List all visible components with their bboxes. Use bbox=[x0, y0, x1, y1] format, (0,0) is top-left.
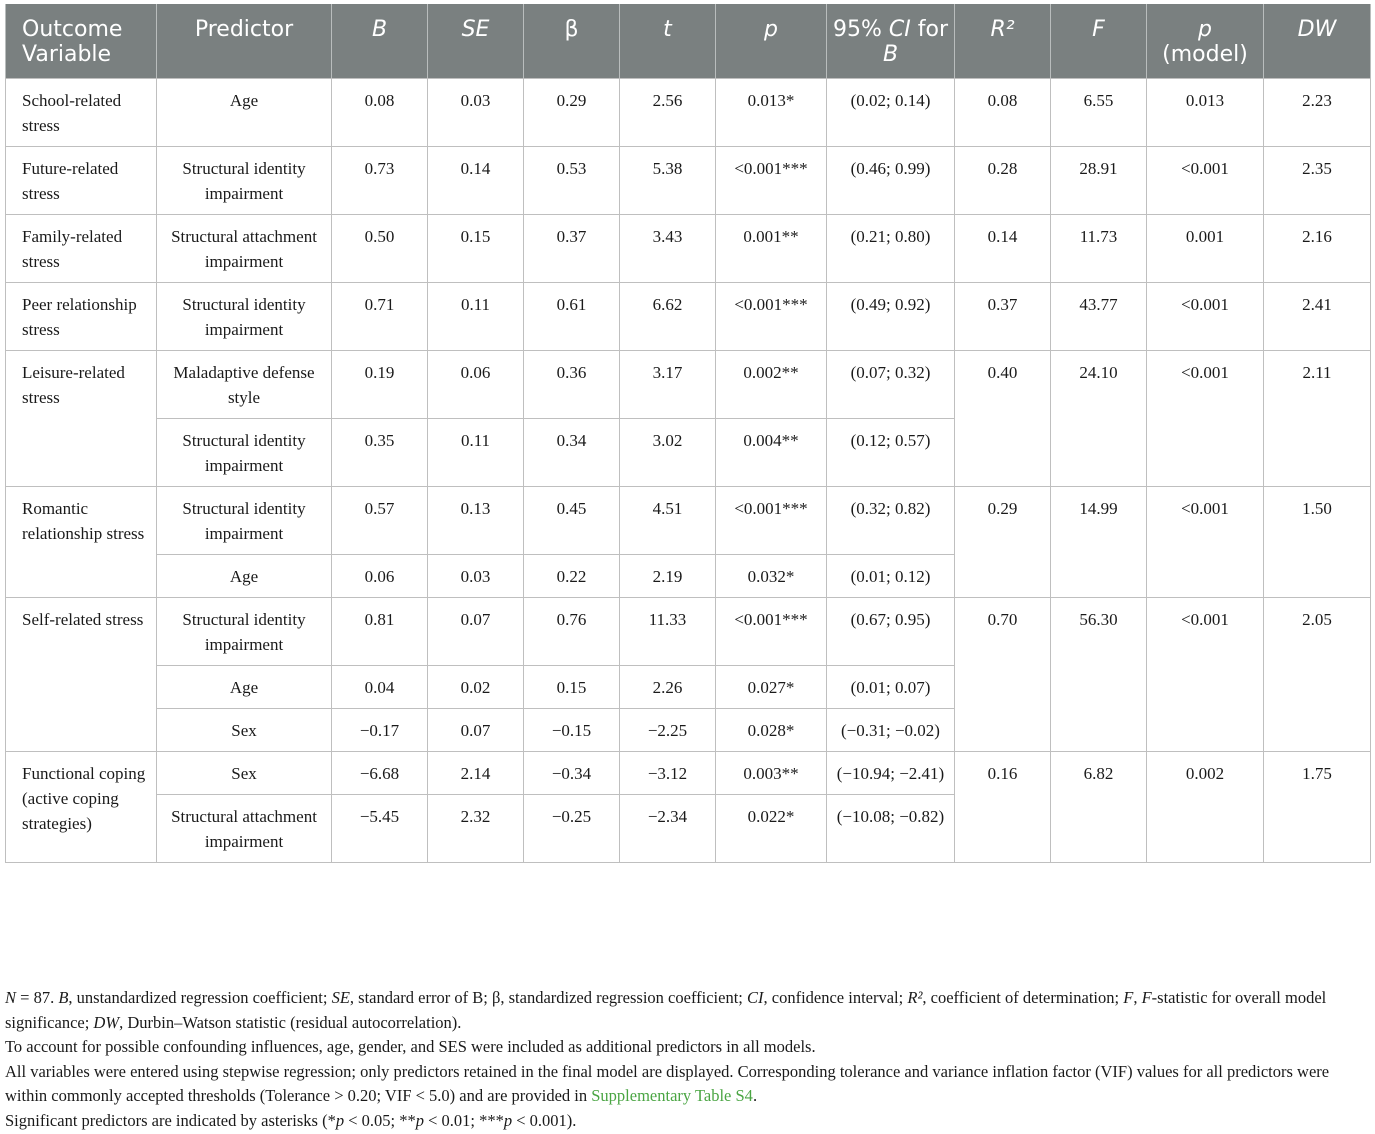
cell-t: 2.26 bbox=[620, 666, 716, 709]
cell-p: <0.001*** bbox=[716, 283, 827, 351]
header-dw: DW bbox=[1264, 4, 1371, 79]
cell-p-model: <0.001 bbox=[1147, 598, 1264, 752]
cell-se: 2.32 bbox=[428, 795, 524, 863]
cell-beta: 0.61 bbox=[524, 283, 620, 351]
cell-p: <0.001*** bbox=[716, 487, 827, 555]
cell-beta: 0.15 bbox=[524, 666, 620, 709]
cell-t: −2.34 bbox=[620, 795, 716, 863]
cell-predictor: Structural identity impairment bbox=[157, 487, 332, 555]
cell-beta: −0.34 bbox=[524, 752, 620, 795]
table-row bbox=[6, 283, 1371, 351]
header-row bbox=[6, 4, 1371, 79]
footnote-def: , standard error of B; bbox=[349, 988, 492, 1007]
cell-predictor: Maladaptive defense style bbox=[157, 351, 332, 419]
cell-p: 0.001** bbox=[716, 215, 827, 283]
cell-predictor: Sex bbox=[157, 752, 332, 795]
cell-b: 0.71 bbox=[332, 283, 428, 351]
cell-predictor: Age bbox=[157, 79, 332, 147]
footnote-stepwise bbox=[5, 1060, 1370, 1109]
header-ci-text: 95% CI for B bbox=[833, 17, 949, 67]
cell-r2: 0.28 bbox=[955, 147, 1051, 215]
cell-dw: 2.11 bbox=[1264, 351, 1371, 487]
cell-dw: 2.05 bbox=[1264, 598, 1371, 752]
footnote-term: F bbox=[1141, 988, 1152, 1007]
footnote-n-value: = 87. bbox=[16, 988, 59, 1007]
cell-predictor: Structural identity impairment bbox=[157, 598, 332, 666]
cell-se: 0.15 bbox=[428, 215, 524, 283]
table-footnotes bbox=[5, 986, 1370, 1133]
cell-se: 0.14 bbox=[428, 147, 524, 215]
cell-outcome: Self-related stress bbox=[6, 598, 157, 752]
cell-b: 0.73 bbox=[332, 147, 428, 215]
cell-se: 0.11 bbox=[428, 419, 524, 487]
cell-predictor: Sex bbox=[157, 709, 332, 752]
cell-p-model: <0.001 bbox=[1147, 147, 1264, 215]
footnote-def: , Durbin–Watson statistic (residual autocorrelation). bbox=[119, 1012, 462, 1032]
cell-t: 3.02 bbox=[620, 419, 716, 487]
cell-f: 6.55 bbox=[1051, 79, 1147, 147]
cell-t: 2.19 bbox=[620, 555, 716, 598]
cell-f: 43.77 bbox=[1051, 283, 1147, 351]
cell-beta: −0.15 bbox=[524, 709, 620, 752]
footnote-def: , confidence interval; bbox=[763, 988, 908, 1007]
cell-beta: 0.53 bbox=[524, 147, 620, 215]
cell-t: 4.51 bbox=[620, 487, 716, 555]
regression-table bbox=[5, 4, 1371, 863]
cell-outcome: Leisure-related stress bbox=[6, 351, 157, 487]
cell-ci: (0.12; 0.57) bbox=[827, 419, 955, 487]
cell-p-model: <0.001 bbox=[1147, 487, 1264, 598]
cell-beta: 0.45 bbox=[524, 487, 620, 555]
header-t: t bbox=[620, 4, 716, 79]
cell-p-model: 0.013 bbox=[1147, 79, 1264, 147]
cell-dw: 1.50 bbox=[1264, 487, 1371, 598]
cell-t: 2.56 bbox=[620, 79, 716, 147]
cell-se: 0.03 bbox=[428, 555, 524, 598]
header-r2: R² bbox=[955, 4, 1051, 79]
cell-p-model: 0.001 bbox=[1147, 215, 1264, 283]
footnote-confounders: To account for possible confounding influences, age, gender, and SES were included as additional predictors in all models. bbox=[5, 1037, 816, 1056]
cell-dw: 2.23 bbox=[1264, 79, 1371, 147]
footnote-sig-stars: ** bbox=[399, 1110, 416, 1130]
cell-outcome: Functional coping (active coping strategies) bbox=[6, 752, 157, 863]
table-row bbox=[6, 351, 1371, 419]
cell-ci: (−0.31; −0.02) bbox=[827, 709, 955, 752]
cell-dw: 2.35 bbox=[1264, 147, 1371, 215]
cell-predictor: Structural identity impairment bbox=[157, 147, 332, 215]
cell-p: 0.032* bbox=[716, 555, 827, 598]
cell-se: 0.02 bbox=[428, 666, 524, 709]
cell-beta: 0.22 bbox=[524, 555, 620, 598]
footnote-sig-rest: < 0.001). bbox=[512, 1110, 577, 1130]
cell-ci: (−10.08; −0.82) bbox=[827, 795, 955, 863]
cell-f: 56.30 bbox=[1051, 598, 1147, 752]
cell-r2: 0.16 bbox=[955, 752, 1051, 863]
cell-b: −5.45 bbox=[332, 795, 428, 863]
cell-predictor: Structural attachment impairment bbox=[157, 795, 332, 863]
footnote-stepwise-end: . bbox=[752, 1086, 758, 1105]
cell-f: 11.73 bbox=[1051, 215, 1147, 283]
cell-ci: (0.07; 0.32) bbox=[827, 351, 955, 419]
footnote-term: β bbox=[491, 988, 501, 1007]
cell-r2: 0.14 bbox=[955, 215, 1051, 283]
cell-p-model: <0.001 bbox=[1147, 351, 1264, 487]
cell-se: 0.06 bbox=[428, 351, 524, 419]
cell-se: 0.07 bbox=[428, 598, 524, 666]
footnote-term: SE bbox=[331, 988, 350, 1007]
cell-ci: (0.02; 0.14) bbox=[827, 79, 955, 147]
header-p-model bbox=[1147, 4, 1264, 79]
cell-dw: 2.16 bbox=[1264, 215, 1371, 283]
cell-t: −2.25 bbox=[620, 709, 716, 752]
cell-outcome: Family-related stress bbox=[6, 215, 157, 283]
cell-p: 0.004** bbox=[716, 419, 827, 487]
footnote-sig-rest: < 0.05; bbox=[344, 1110, 400, 1130]
cell-se: 0.07 bbox=[428, 709, 524, 752]
footnote-abbreviations bbox=[5, 986, 1370, 1035]
cell-b: 0.81 bbox=[332, 598, 428, 666]
cell-f: 14.99 bbox=[1051, 487, 1147, 598]
cell-t: 3.17 bbox=[620, 351, 716, 419]
footnote-def: -statistic for overall model significance; bbox=[5, 988, 1327, 1032]
cell-dw: 2.41 bbox=[1264, 283, 1371, 351]
cell-beta: 0.36 bbox=[524, 351, 620, 419]
cell-outcome: Future-related stress bbox=[6, 147, 157, 215]
cell-se: 0.13 bbox=[428, 487, 524, 555]
footnote-def: , unstandardized regression coefficient; bbox=[68, 988, 332, 1007]
header-p: p bbox=[716, 4, 827, 79]
cell-p: <0.001*** bbox=[716, 598, 827, 666]
cell-ci: (0.46; 0.99) bbox=[827, 147, 955, 215]
cell-predictor: Structural identity impairment bbox=[157, 283, 332, 351]
footnote-def: , standardized regression coefficient; bbox=[500, 988, 747, 1007]
cell-r2: 0.70 bbox=[955, 598, 1051, 752]
cell-p: 0.022* bbox=[716, 795, 827, 863]
table-row bbox=[6, 147, 1371, 215]
footnote-term: F bbox=[1123, 988, 1134, 1007]
header-beta: β bbox=[524, 4, 620, 79]
cell-b: 0.04 bbox=[332, 666, 428, 709]
cell-t: −3.12 bbox=[620, 752, 716, 795]
cell-b: 0.08 bbox=[332, 79, 428, 147]
table-body bbox=[6, 79, 1371, 863]
cell-p: 0.002** bbox=[716, 351, 827, 419]
header-outcome: Outcome Variable bbox=[6, 4, 157, 79]
footnote-stepwise-text: All variables were entered using stepwise regression; only predictors retained in the final model are displayed. Corresponding tolerance and variance inflation factor (VIF) values for all predictors were within commonly accepted thresholds (Tolerance > 0.20; VIF < 5.0) and are provided in bbox=[5, 1061, 1330, 1105]
cell-ci: (0.67; 0.95) bbox=[827, 598, 955, 666]
cell-predictor: Age bbox=[157, 555, 332, 598]
cell-beta: 0.37 bbox=[524, 215, 620, 283]
footnote-sig-p: p bbox=[335, 1110, 345, 1130]
cell-se: 2.14 bbox=[428, 752, 524, 795]
cell-p: 0.027* bbox=[716, 666, 827, 709]
cell-se: 0.11 bbox=[428, 283, 524, 351]
cell-r2: 0.29 bbox=[955, 487, 1051, 598]
cell-b: 0.35 bbox=[332, 419, 428, 487]
footnote-sig-stars: *** bbox=[479, 1110, 504, 1130]
cell-p-model: 0.002 bbox=[1147, 752, 1264, 863]
table-row bbox=[6, 215, 1371, 283]
cell-p: 0.013* bbox=[716, 79, 827, 147]
footnote-term: R² bbox=[907, 988, 923, 1007]
footnote-n-label: N bbox=[5, 988, 17, 1007]
cell-predictor: Structural identity impairment bbox=[157, 419, 332, 487]
footnote-term: CI bbox=[747, 988, 764, 1007]
cell-b: −0.17 bbox=[332, 709, 428, 752]
footnote-term: DW bbox=[93, 1012, 120, 1032]
cell-t: 11.33 bbox=[620, 598, 716, 666]
table-row bbox=[6, 752, 1371, 795]
cell-b: 0.50 bbox=[332, 215, 428, 283]
cell-b: 0.57 bbox=[332, 487, 428, 555]
footnote-sig-p: p bbox=[503, 1110, 513, 1130]
cell-ci: (0.01; 0.07) bbox=[827, 666, 955, 709]
header-predictor: Predictor bbox=[157, 4, 332, 79]
cell-dw: 1.75 bbox=[1264, 752, 1371, 863]
footnote-sig-start: Significant predictors are indicated by asterisks ( bbox=[5, 1110, 328, 1130]
cell-t: 3.43 bbox=[620, 215, 716, 283]
footnote-sig-p: p bbox=[415, 1110, 424, 1130]
cell-beta: 0.34 bbox=[524, 419, 620, 487]
cell-ci: (0.32; 0.82) bbox=[827, 487, 955, 555]
footnote-sig-stars: * bbox=[327, 1110, 336, 1130]
cell-r2: 0.40 bbox=[955, 351, 1051, 487]
cell-r2: 0.37 bbox=[955, 283, 1051, 351]
header-se: SE bbox=[428, 4, 524, 79]
cell-p: <0.001*** bbox=[716, 147, 827, 215]
header-p-model-text: p (model) bbox=[1162, 17, 1248, 67]
footnote-sig-rest: < 0.01; bbox=[423, 1110, 480, 1130]
cell-r2: 0.08 bbox=[955, 79, 1051, 147]
cell-ci: (−10.94; −2.41) bbox=[827, 752, 955, 795]
table-row bbox=[6, 598, 1371, 666]
supplementary-table-link[interactable]: Supplementary Table S4 bbox=[591, 1086, 753, 1105]
cell-f: 24.10 bbox=[1051, 351, 1147, 487]
cell-predictor: Structural attachment impairment bbox=[157, 215, 332, 283]
table-row bbox=[6, 79, 1371, 147]
header-ci bbox=[827, 4, 955, 79]
cell-b: 0.19 bbox=[332, 351, 428, 419]
table-row bbox=[6, 487, 1371, 555]
regression-table-container bbox=[5, 4, 1371, 863]
cell-f: 28.91 bbox=[1051, 147, 1147, 215]
cell-t: 6.62 bbox=[620, 283, 716, 351]
cell-f: 6.82 bbox=[1051, 752, 1147, 863]
cell-se: 0.03 bbox=[428, 79, 524, 147]
cell-p: 0.028* bbox=[716, 709, 827, 752]
cell-beta: 0.76 bbox=[524, 598, 620, 666]
footnote-def: , bbox=[1133, 988, 1142, 1007]
cell-outcome: School-related stress bbox=[6, 79, 157, 147]
cell-p-model: <0.001 bbox=[1147, 283, 1264, 351]
cell-b: −6.68 bbox=[332, 752, 428, 795]
footnote-term: B bbox=[58, 988, 69, 1007]
cell-ci: (0.21; 0.80) bbox=[827, 215, 955, 283]
cell-t: 5.38 bbox=[620, 147, 716, 215]
cell-beta: −0.25 bbox=[524, 795, 620, 863]
cell-b: 0.06 bbox=[332, 555, 428, 598]
header-f: F bbox=[1051, 4, 1147, 79]
cell-beta: 0.29 bbox=[524, 79, 620, 147]
cell-ci: (0.49; 0.92) bbox=[827, 283, 955, 351]
cell-outcome: Peer relationship stress bbox=[6, 283, 157, 351]
footnote-def: , coefficient of determination; bbox=[922, 988, 1124, 1007]
cell-p: 0.003** bbox=[716, 752, 827, 795]
footnote-significance bbox=[5, 1109, 1370, 1134]
cell-predictor: Age bbox=[157, 666, 332, 709]
cell-ci: (0.01; 0.12) bbox=[827, 555, 955, 598]
cell-outcome: Romantic relationship stress bbox=[6, 487, 157, 598]
header-b: B bbox=[332, 4, 428, 79]
